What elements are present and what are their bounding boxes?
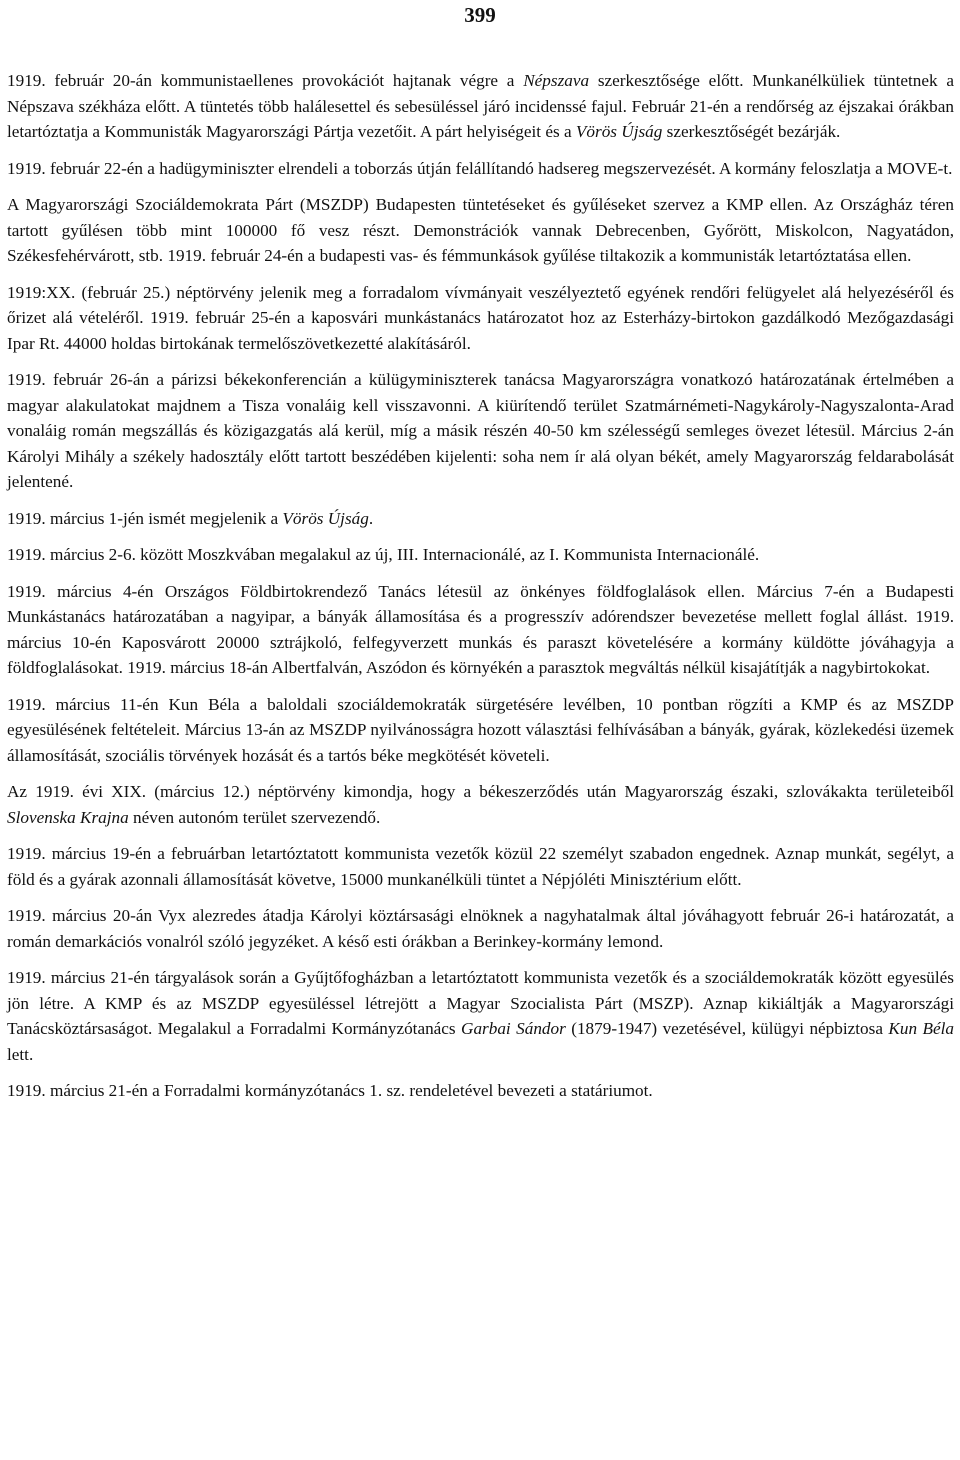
page-number: 399 [464, 3, 496, 27]
paragraph [7, 1078, 954, 1104]
paragraph [7, 156, 954, 182]
paragraph-text: 1919. március 21-én tárgyalások során a Gyűjtőfogházban a letartóztatott kommunista vezetők és a szociáldemokraták között egyesülés jön létre. A KMP és az MSZDP egyesüléssel létrejött a Magyar Szocialista Párt (MSZP). Aznap kikiáltják a Magyarországi Tanácsköztársaságot. Megalakul a Forradalmi Kormányzótanács [7, 968, 954, 1038]
paragraph [7, 68, 954, 145]
italic-text: Kun Béla [888, 1019, 954, 1038]
paragraph-text: 1919. március 2-6. között Moszkvában megalakul az új, III. Internacionálé, az I. Kommunista Internacionálé. [7, 545, 760, 564]
paragraph-text: 1919. március 1-jén ismét megjelenik a [7, 508, 283, 528]
italic-text: Garbai Sándor [461, 1019, 566, 1038]
paragraph-text: 1919. február 20-án kommunistaellenes provokációt hajtanak végre a [7, 71, 524, 90]
paragraph-text: (1879-1947) vezetésével, külügyi népbiztosa [565, 1019, 889, 1038]
paragraph [7, 965, 954, 1067]
paragraph-text: 1919. február 22-én a hadügyminiszter elrendeli a toborzás útján felállítandó hadsereg megszervezését. A kormány feloszlatja a MOVE-t. [7, 158, 953, 178]
paragraph [7, 841, 954, 892]
paragraph-text: 1919. március 20-án Vyx alezredes átadja Károlyi köztársasági elnöknek a nagyhatalmak által jóváhagyott február 26-i határozatát, a román demarkációs vonalról szóló jegyzéket. A késő esti órákban a Berinkey-kormány lemond. [7, 906, 954, 951]
italic-text: Népszava [523, 71, 590, 90]
paragraph-text: . [368, 508, 374, 528]
italic-text: Vörös Újság [282, 508, 369, 528]
paragraph-text: 1919. február 26-án a párizsi békekonferencián a külügyminiszterek tanácsa Magyarországra vonatkozó határozatának értelmében a magyar alakulatokat majdnem a Tisza vonaláig kell visszavonni. A kiürítendő terület Szatmárnémeti-Nagykároly-Nagyszalonta-Arad vonaláig román megszállás és közigazgatás alá kerül, míg a másik részén 40-50 km szélességű semleges övezet létesül. Március 2-án Károlyi Mihály a székely hadosztály előtt tartott beszédében kijelenti: soha nem ír alá olyan békét, amely Magyarország feldarabolását jelentené. [7, 370, 954, 491]
paragraph-text: lett. [7, 1044, 34, 1064]
paragraph-text: néven autonóm terület szervezendő. [128, 807, 381, 827]
paragraph [7, 903, 954, 954]
paragraph [7, 779, 954, 830]
paragraph [7, 542, 954, 568]
paragraph-text: 1919:XX. (február 25.) néptörvény jelenik meg a forradalom vívmányait veszélyeztető egyének rendőri felügyelet alá helyezéséről és őrizet alá vételéről. 1919. február 25-én a kaposvári munkástanács határozatot hoz az Esterházy-birtokon gazdálkodó Mezőgazdasági Ipar Rt. 44000 holdas birtokának termelőszövetkezetté alakításáról. [7, 282, 954, 353]
paragraph [7, 367, 954, 495]
italic-text: Slovenska Krajna [7, 807, 129, 827]
paragraph [7, 192, 954, 269]
paragraph [7, 506, 954, 532]
paragraph-text: 1919. március 11-én Kun Béla a baloldali szociáldemokraták sürgetésére levélben, 10 pontban rögzíti a KMP és az MSZDP egyesülésének feltételeit. Március 13-án az MSZDP nyilvánosságra hozott választási felhívásában a bányák, gyárak, közlekedési üzemek államosítását, szociális törvények hozását és a tartós béke megkötését követeli. [7, 694, 954, 765]
paragraph-text: szerkesztősége előtt. Munkanélküliek tüntetnek a Népszava székháza előtt. A tüntetés több halálesettel és sebesüléssel járó incidenssé fajul. Február 21-én a rendőrség az éjszakai órákban letartóztatja a Kommunisták Magyarországi Pártja vezetőit. A párt helyiségeit és a [7, 71, 954, 141]
paragraph [7, 579, 954, 681]
paragraph [7, 692, 954, 769]
paragraph-text: 1919. március 21-én a Forradalmi kormányzótanács 1. sz. rendeletével bevezeti a statáriumot. [7, 1081, 653, 1100]
document-body [7, 68, 954, 1115]
paragraph-text: A Magyarországi Szociáldemokrata Párt (MSZDP) Budapesten tüntetéseket és gyűléseket szervez a KMP ellen. Az Országház téren tartott gyűlésen több mint 100000 fő vesz részt. Demonstrációk vannak Debrecenben, Győrött, Miskolcon, Nagyatádon, Székesfehérvárott, stb. 1919. február 24-én a budapesti vas- és fémmunkások gyűlése tiltakozik a kommunisták letartóztatása ellen. [7, 195, 954, 265]
paragraph-text: 1919. március 19-én a februárban letartóztatott kommunista vezetők közül 22 személyt szabadon engednek. Aznap munkát, segélyt, a föld és a gyárak azonnali államosítását követve, 15000 munkanélküli tüntet a Népjóléti Minisztérium előtt. [7, 844, 954, 889]
paragraph-text: szerkesztőségét bezárják. [662, 122, 841, 141]
paragraph-text: 1919. március 4-én Országos Földbirtokrendező Tanács létesül az önkényes földfoglalások ellen. Március 7-én a Budapesti Munkástanács határozatában a nagyipar, a bányák államosítása és a progresszív adórendszer bevezetése mellett foglal állást. 1919. március 10-én Kaposvárott 20000 sztrájkoló, felfegyverzett munkás és paraszt követelésére a kormány küldötte jóváhagyja a földfoglalásokat. 1919. március 18-án Albertfalván, Aszódon és környékén a parasztok megváltás nélkül kisajátítják a nagybirtokokat. [7, 581, 954, 677]
paragraph [7, 280, 954, 357]
italic-text: Vörös Újság [575, 122, 663, 141]
paragraph-text: Az 1919. évi XIX. (március 12.) néptörvény kimondja, hogy a békeszerződés után Magyarország északi, szlovákakta területeiből [7, 782, 954, 801]
